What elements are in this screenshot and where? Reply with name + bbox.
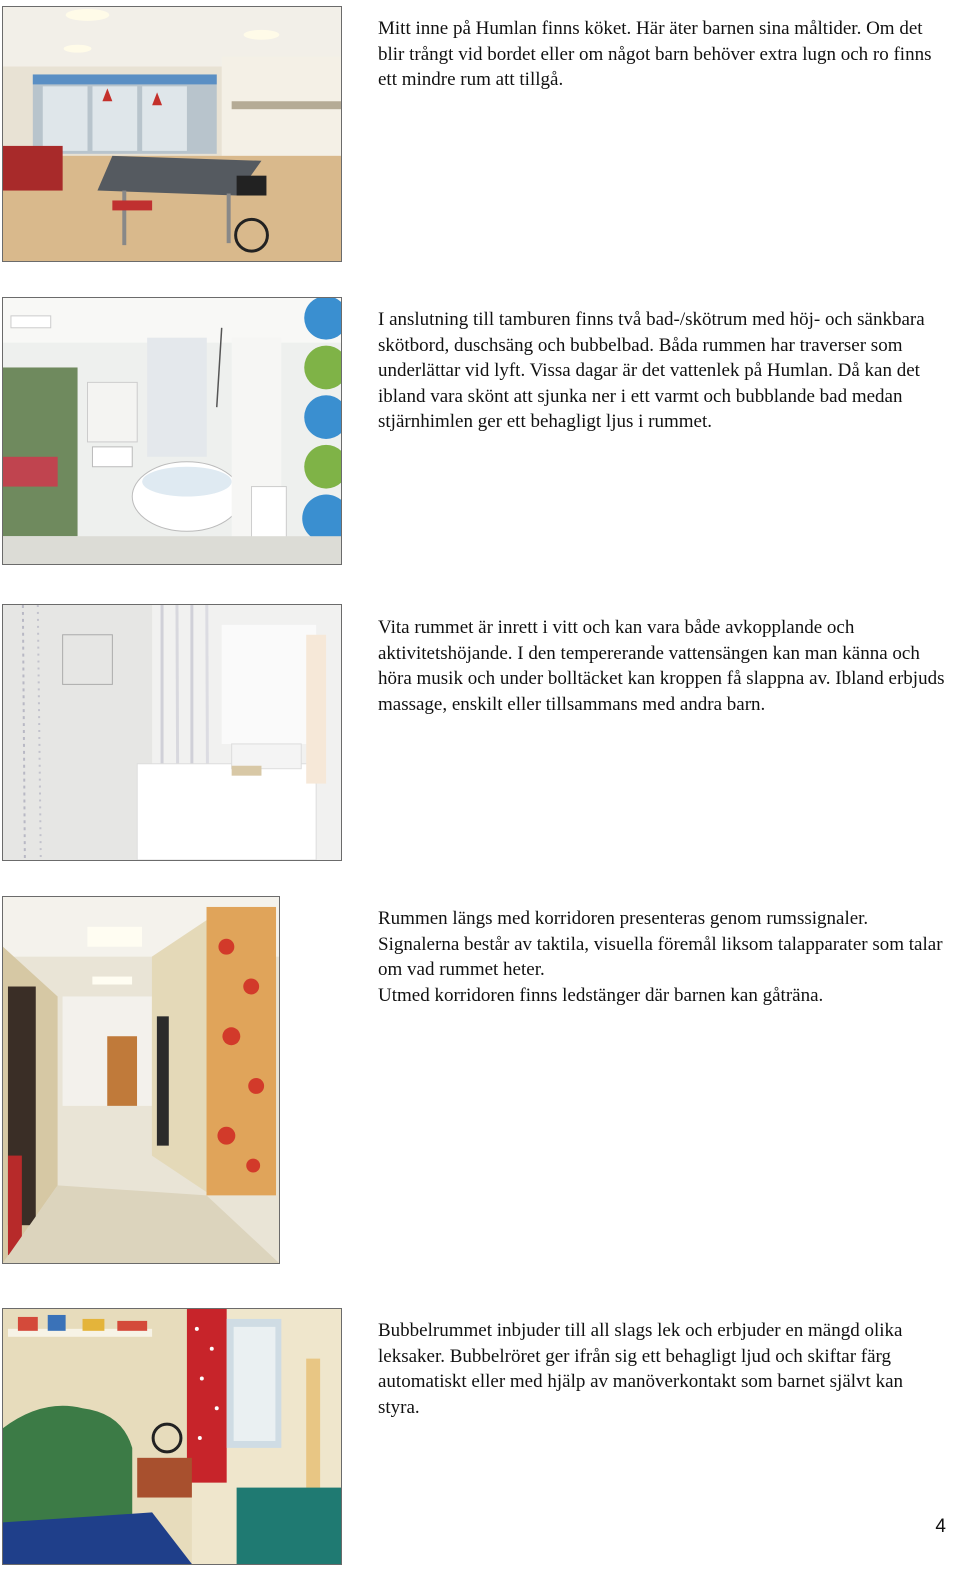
- bathroom-photo: [2, 297, 342, 565]
- corridor-caption: Rummen längs med korridoren presenteras genom rumssignaler. Signalerna består av taktila, visuella föremål liksom talapparater som talar om vad rummet heter. Utmed korridoren finns ledstänger där barnen kan gåträna.: [378, 908, 943, 1006]
- white-room-caption: Vita rummet är inrett i vitt och kan vara både avkopplande och aktivitetshöjande. I den tempererande vattensängen kan man känna och höra musik och under bolltäcket kan kroppen få slappna av. Ibland erbjuds massage, enskilt eller tillsammans med andra barn.: [378, 617, 945, 715]
- bubble-room-photo: [2, 1308, 342, 1565]
- bubble-room-caption: Bubbelrummet inbjuder till all slags lek och erbjuder en mängd olika leksaker. Bubbelröret ger ifrån sig ett behagligt ljud och skiftar färg automatiskt eller med hjälp av manöverkontakt som barnet självt kan styra.: [378, 1320, 903, 1418]
- white-room-photo: [2, 604, 342, 861]
- bathroom-caption: I anslutning till tamburen finns två bad-/skötrum med höj- och sänkbara skötbord, duschsäng och bubbelbad. Båda rummen har traverser som underlättar vid lyft. Vissa dagar är det vattenlek på Humlan. Då kan det ibland vara skönt att sjunka ner i ett varmt och bubblande bad medan stjärnhimlen ger ett behagligt ljus i rummet.: [378, 309, 925, 432]
- kitchen-photo: [2, 6, 342, 262]
- corridor-photo: [2, 896, 280, 1264]
- kitchen-caption: Mitt inne på Humlan finns köket. Här äter barnen sina måltider. Om det blir trångt vid bordet eller om något barn behöver extra lugn och ro finns ett mindre rum att tillgå.: [378, 18, 932, 90]
- page-number: 4: [935, 1516, 946, 1537]
